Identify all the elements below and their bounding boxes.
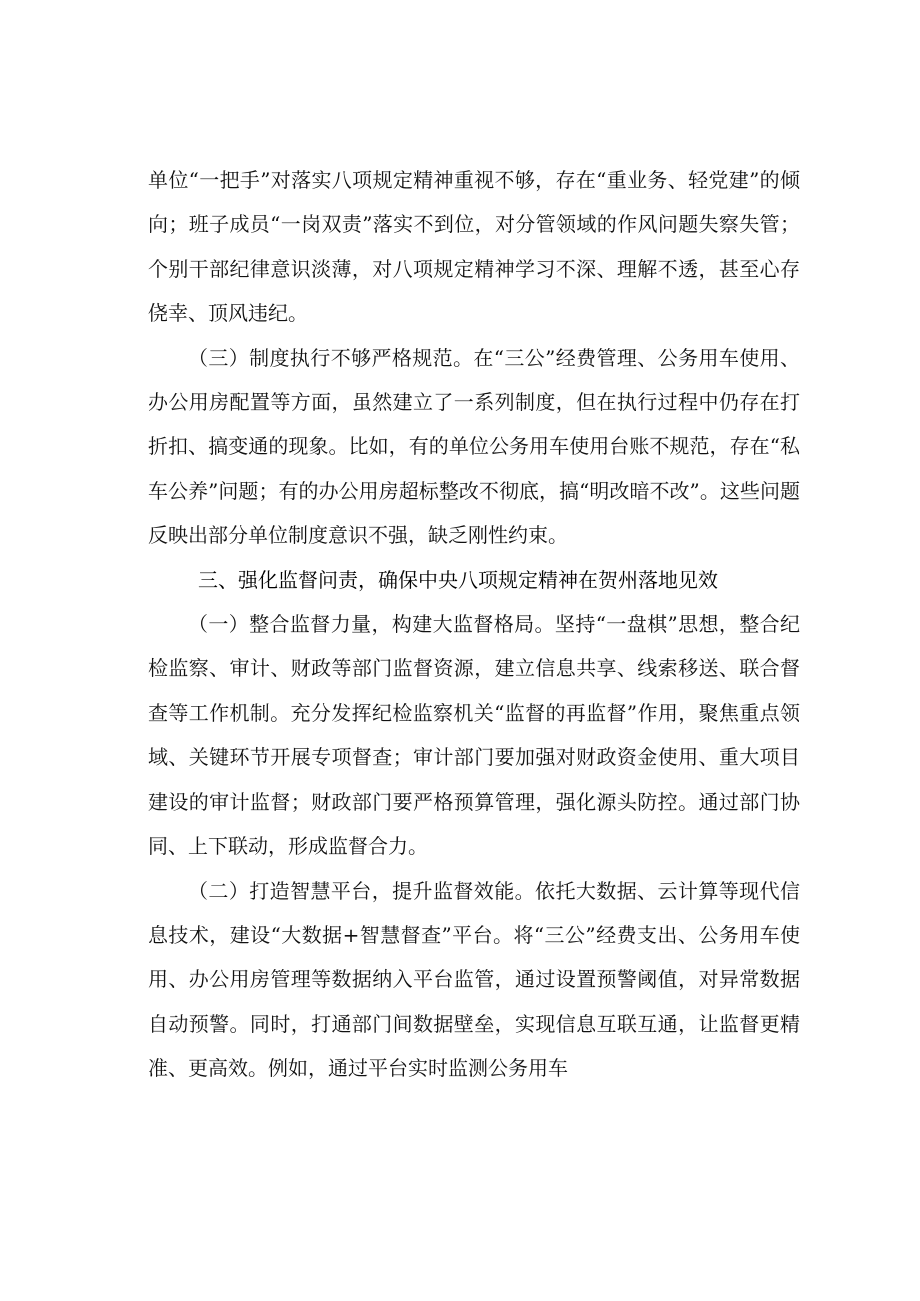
section-heading: 三、强化监督问责，确保中央八项规定精神在贺州落地见效 <box>198 567 718 592</box>
body-paragraph: （二）打造智慧平台，提升监督效能。依托大数据、云计算等现代信息技术，建设“大数据+智慧督查”平台。将“三公”经费支出、公务用车使用、办公用房管理等数据纳入平台监管，通过设置预警阈值，对异常数据自动预警。同时，打通部门间数据壁垒，实现信息互联互通，让监督更精准、更高效。例如，通过平台实时监测公务用车 <box>148 878 800 1081</box>
body-paragraph: （一）整合监督力量，构建大监督格局。坚持“一盘棋”思想，整合纪检监察、审计、财政等部门监督资源，建立信息共享、线索移送、联合督查等工作机制。充分发挥纪检监察机关“监督的再监督”作用，聚焦重点领域、关键环节开展专项督查；审计部门要加强对财政资金使用、重大项目建设的审计监督；财政部门要严格预算管理，强化源头防控。通过部门协同、上下联动，形成监督合力。 <box>148 612 800 859</box>
body-paragraph: 单位“一把手”对落实八项规定精神重视不够，存在“重业务、轻党建”的倾向；班子成员“一岗双责”落实不到位，对分管领域的作风问题失察失管；个别干部纪律意识淡薄，对八项规定精神学习不深、理解不透，甚至心存侥幸、顶风违纪。 <box>148 168 800 326</box>
body-paragraph: （三）制度执行不够严格规范。在“三公”经费管理、公务用车使用、办公用房配置等方面，虽然建立了一系列制度，但在执行过程中仍存在打折扣、搞变通的现象。比如，有的单位公务用车使用台账不规范，存在“私车公养”问题；有的办公用房超标整改不彻底，搞“明改暗不改”。这些问题反映出部分单位制度意识不强，缺乏刚性约束。 <box>148 345 800 548</box>
document-body <box>148 158 800 1091</box>
